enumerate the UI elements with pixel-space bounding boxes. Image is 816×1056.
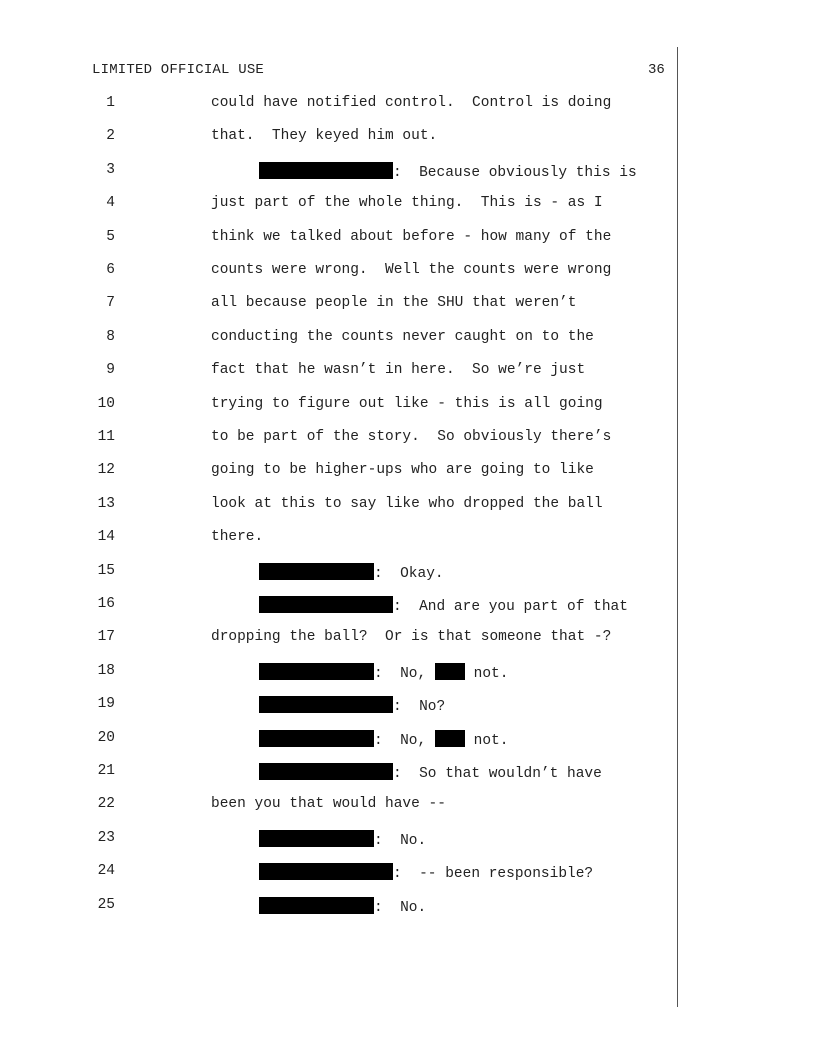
transcript-line: [0, 596, 700, 616]
transcript-line: [0, 629, 700, 649]
transcript-line: [0, 396, 700, 416]
line-text: [259, 663, 508, 682]
line-text: [259, 897, 426, 916]
transcript-line: [0, 128, 700, 148]
transcript-line: [0, 195, 700, 215]
line-text: [211, 362, 585, 378]
line-text: [211, 295, 576, 311]
spoken-text: trying to figure out like - this is all going: [211, 395, 603, 412]
line-text: [211, 796, 446, 812]
line-text: [211, 262, 611, 278]
speaker-redaction: [259, 696, 393, 713]
line-text: [259, 830, 426, 849]
line-text: [211, 229, 611, 245]
line-text: [259, 162, 637, 181]
transcript-line: [0, 295, 700, 315]
transcript-line: [0, 563, 700, 583]
transcript-line: [0, 229, 700, 249]
spoken-text: : No.: [374, 899, 427, 916]
line-number: 6: [106, 262, 115, 278]
transcript-line: [0, 329, 700, 349]
line-text: [211, 396, 603, 412]
speaker-redaction: [259, 663, 374, 680]
spoken-text: look at this to say like who dropped the ball: [211, 495, 603, 512]
transcript-line: [0, 730, 700, 750]
spoken-text: just part of the whole thing. This is - as I: [211, 195, 603, 212]
line-number: 12: [97, 462, 115, 479]
spoken-text: conducting the counts never caught on to the: [211, 328, 594, 345]
page-number: 36: [648, 62, 665, 78]
spoken-text: been you that would have --: [211, 796, 446, 813]
line-number: 7: [106, 295, 115, 312]
transcript-line: [0, 863, 700, 883]
speaker-redaction: [259, 830, 374, 847]
transcript-line: [0, 362, 700, 382]
line-text: [259, 563, 444, 582]
transcript-line: [0, 262, 700, 282]
speaker-redaction: [259, 897, 374, 914]
spoken-text: : -- been responsible?: [393, 866, 594, 883]
line-text: [211, 462, 594, 478]
spoken-text: that. They keyed him out.: [211, 128, 438, 145]
line-number: 9: [106, 362, 115, 379]
transcript-line: [0, 429, 700, 449]
line-number: 1: [106, 95, 115, 111]
spoken-text: think we talked about before - how many of the: [211, 228, 612, 245]
speaker-redaction: [259, 596, 393, 613]
spoken-text: : Because obviously this is: [393, 164, 637, 181]
spoken-text: going to be higher-ups who are going to like: [211, 462, 594, 479]
spoken-text: : No?: [393, 699, 446, 716]
spoken-text: to be part of the story. So obviously there’s: [211, 429, 612, 445]
line-number: 8: [106, 328, 115, 345]
line-number: 11: [97, 429, 115, 445]
line-number: 21: [97, 763, 115, 779]
transcript-line: [0, 763, 700, 783]
spoken-text: fact that he wasn’t in here. So we’re just: [211, 362, 586, 379]
header-classification: LIMITED OFFICIAL USE: [92, 62, 265, 78]
line-text: [259, 596, 628, 615]
line-text: [211, 95, 611, 111]
line-text: [211, 329, 594, 345]
line-number: 17: [97, 629, 115, 646]
line-text: [259, 863, 593, 882]
spoken-text: : So that wouldn’t have: [393, 766, 602, 782]
transcript-line: [0, 897, 700, 917]
spoken-text: : No,: [374, 665, 435, 682]
line-text: [259, 730, 508, 749]
line-number: 25: [97, 896, 115, 913]
line-text: [211, 128, 437, 144]
line-number: 16: [97, 596, 115, 612]
line-number: 13: [97, 495, 115, 512]
line-text: [211, 195, 603, 211]
line-number: 19: [97, 696, 115, 713]
spoken-text: not.: [464, 732, 509, 749]
line-text: [259, 696, 445, 715]
speaker-redaction: [259, 162, 393, 179]
spoken-text: counts were wrong. Well the counts were wrong: [211, 262, 612, 278]
line-text: [211, 629, 611, 645]
line-number: 18: [97, 662, 115, 679]
spoken-text: : Okay.: [374, 565, 444, 582]
spoken-text: : No,: [374, 732, 435, 749]
inline-redaction: [435, 663, 465, 680]
speaker-redaction: [259, 763, 393, 780]
transcript-line: [0, 796, 700, 816]
transcript-line: [0, 462, 700, 482]
spoken-text: : And are you part of that: [393, 599, 628, 615]
spoken-text: not.: [464, 665, 509, 682]
line-number: 3: [106, 161, 115, 178]
transcript-line: [0, 830, 700, 850]
spoken-text: dropping the ball? Or is that someone that -?: [211, 629, 612, 646]
spoken-text: there.: [211, 529, 264, 546]
line-number: 2: [106, 128, 115, 145]
speaker-redaction: [259, 730, 374, 747]
transcript-line: [0, 95, 700, 115]
line-number: 10: [97, 395, 115, 412]
transcript-line: [0, 663, 700, 683]
spoken-text: could have notified control. Control is doing: [211, 95, 612, 111]
line-number: 4: [106, 195, 115, 212]
line-number: 24: [97, 863, 115, 880]
line-number: 22: [97, 796, 115, 813]
line-text: [211, 496, 603, 512]
line-text: [259, 763, 602, 782]
speaker-redaction: [259, 563, 374, 580]
spoken-text: all because people in the SHU that weren’t: [211, 295, 577, 312]
line-number: 20: [97, 729, 115, 746]
transcript-line: [0, 496, 700, 516]
spoken-text: : No.: [374, 832, 427, 849]
transcript-line: [0, 529, 700, 549]
line-number: 14: [97, 529, 115, 546]
line-text: [211, 429, 611, 445]
line-number: 23: [97, 829, 115, 846]
transcript-line: [0, 696, 700, 716]
transcript-line: [0, 162, 700, 182]
inline-redaction: [435, 730, 465, 747]
line-text: [211, 529, 263, 545]
line-number: 5: [106, 228, 115, 245]
speaker-redaction: [259, 863, 393, 880]
line-number: 15: [97, 562, 115, 579]
